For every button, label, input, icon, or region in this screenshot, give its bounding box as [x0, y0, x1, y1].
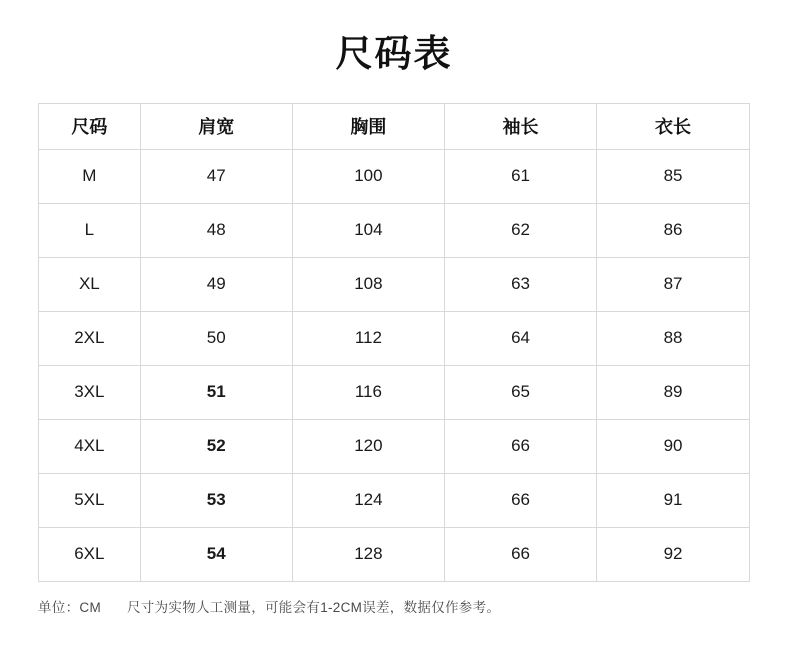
cell-sleeve: 65: [444, 365, 596, 419]
cell-shoulder: 52: [140, 419, 292, 473]
column-header-length: 衣长: [597, 103, 750, 149]
cell-shoulder: 53: [140, 473, 292, 527]
cell-sleeve: 63: [444, 257, 596, 311]
column-header-bust: 胸围: [292, 103, 444, 149]
cell-length: 85: [597, 149, 750, 203]
cell-shoulder: 47: [140, 149, 292, 203]
cell-bust: 108: [292, 257, 444, 311]
cell-size: 6XL: [39, 527, 141, 581]
table-row: [39, 527, 750, 581]
cell-shoulder: 50: [140, 311, 292, 365]
cell-bust: 128: [292, 527, 444, 581]
size-table-container: [38, 103, 750, 582]
table-row: [39, 473, 750, 527]
cell-bust: 116: [292, 365, 444, 419]
cell-size: M: [39, 149, 141, 203]
cell-bust: 124: [292, 473, 444, 527]
cell-sleeve: 66: [444, 419, 596, 473]
cell-size: 2XL: [39, 311, 141, 365]
cell-length: 90: [597, 419, 750, 473]
table-row: [39, 365, 750, 419]
cell-shoulder: 54: [140, 527, 292, 581]
footnote-note: 尺寸为实物人工测量，可能会有1-2CM误差，数据仅作参考。: [127, 599, 501, 615]
page-title: 尺码表: [335, 33, 453, 74]
table-row: [39, 257, 750, 311]
cell-size: L: [39, 203, 141, 257]
cell-size: 5XL: [39, 473, 141, 527]
footnote: [38, 596, 750, 616]
cell-length: 88: [597, 311, 750, 365]
cell-sleeve: 66: [444, 527, 596, 581]
cell-shoulder: 49: [140, 257, 292, 311]
cell-size: XL: [39, 257, 141, 311]
size-table: [38, 103, 750, 582]
cell-bust: 100: [292, 149, 444, 203]
cell-size: 4XL: [39, 419, 141, 473]
footnote-unit: 单位：CM: [38, 599, 101, 615]
cell-length: 87: [597, 257, 750, 311]
cell-sleeve: 61: [444, 149, 596, 203]
table-row: [39, 203, 750, 257]
cell-bust: 104: [292, 203, 444, 257]
size-chart-page: [0, 34, 788, 664]
cell-shoulder: 51: [140, 365, 292, 419]
table-header-row: [39, 103, 750, 149]
column-header-shoulder: 肩宽: [140, 103, 292, 149]
cell-length: 89: [597, 365, 750, 419]
cell-length: 86: [597, 203, 750, 257]
cell-length: 91: [597, 473, 750, 527]
table-row: [39, 311, 750, 365]
cell-sleeve: 66: [444, 473, 596, 527]
cell-bust: 120: [292, 419, 444, 473]
table-row: [39, 149, 750, 203]
cell-sleeve: 62: [444, 203, 596, 257]
column-header-size: 尺码: [39, 103, 141, 149]
cell-shoulder: 48: [140, 203, 292, 257]
cell-bust: 112: [292, 311, 444, 365]
column-header-sleeve: 袖长: [444, 103, 596, 149]
table-row: [39, 419, 750, 473]
table-body: [39, 149, 750, 581]
cell-size: 3XL: [39, 365, 141, 419]
cell-length: 92: [597, 527, 750, 581]
table-header: [39, 103, 750, 149]
cell-sleeve: 64: [444, 311, 596, 365]
